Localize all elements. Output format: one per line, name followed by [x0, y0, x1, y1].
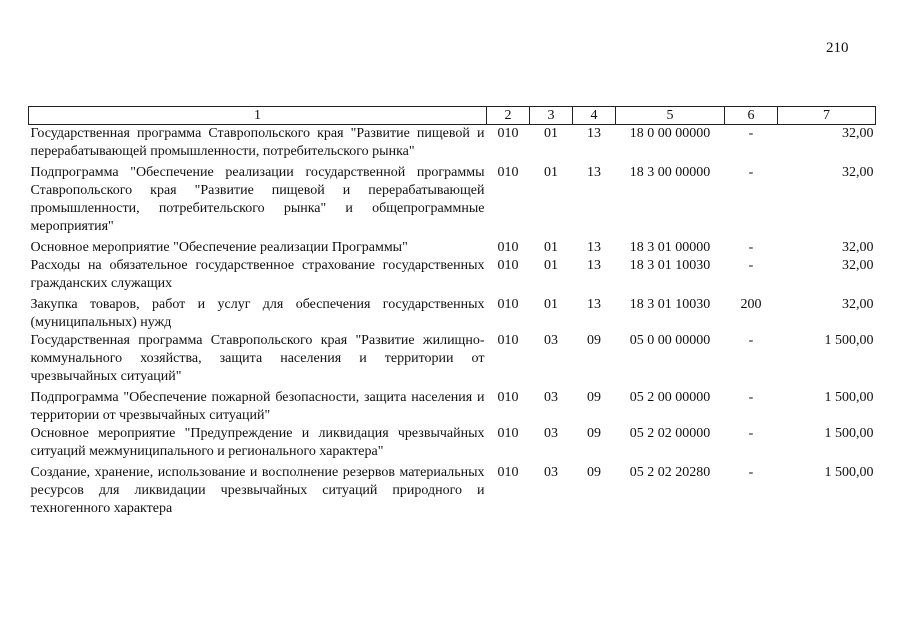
- cell-amount: 32,00: [842, 126, 874, 141]
- cell-expense-type: -: [748, 240, 754, 255]
- cell-expense-type: -: [748, 426, 754, 441]
- cell-section: 01: [544, 126, 558, 141]
- cell-target-code: 18 3 01 10030: [629, 258, 711, 273]
- cell-section: 03: [544, 426, 558, 441]
- cell-ministry: 010: [497, 165, 519, 180]
- cell-subsection: 09: [587, 390, 601, 405]
- cell-section: 01: [544, 240, 558, 255]
- cell-section: 03: [544, 465, 558, 480]
- row-name: Подпрограмма "Обеспечение пожарной безопасности, защита населения и территории от чрезвычайных ситуаций": [30, 390, 485, 423]
- row-name: Основное мероприятие "Обеспечение реализации Программы": [30, 240, 408, 255]
- cell-subsection: 09: [587, 426, 601, 441]
- row-name: Государственная программа Ставропольского края "Развитие пищевой и перерабатывающей промышленности, потребительского рынка": [30, 126, 485, 159]
- cell-target-code: 05 2 00 00000: [629, 390, 711, 405]
- cell-ministry: 010: [497, 426, 519, 441]
- cell-target-code: 18 3 00 00000: [629, 165, 711, 180]
- cell-amount: 1 500,00: [824, 465, 874, 480]
- budget-table: [28, 106, 876, 518]
- cell-subsection: 13: [587, 297, 601, 312]
- row-name: Закупка товаров, работ и услуг для обеспечения государственных (муниципальных) нужд: [30, 297, 485, 330]
- row-name: Создание, хранение, использование и восполнение резервов материальных ресурсов для ликвидации чрезвычайных ситуаций природного и техногенного характера: [30, 465, 485, 516]
- cell-subsection: 13: [587, 258, 601, 273]
- cell-subsection: 13: [587, 240, 601, 255]
- cell-amount: 1 500,00: [824, 390, 874, 405]
- cell-section: 01: [544, 297, 558, 312]
- row-name: Подпрограмма "Обеспечение реализации государственной программы Ставропольского края "Развитие пищевой и перерабатывающей промышленности, потребительского рынка" и общепрограммные мероприятия": [30, 165, 485, 234]
- cell-ministry: 010: [497, 390, 519, 405]
- cell-target-code: 05 2 02 00000: [629, 426, 711, 441]
- cell-expense-type: -: [748, 465, 754, 480]
- cell-target-code: 18 0 00 00000: [629, 126, 711, 141]
- column-header: 1: [29, 107, 487, 125]
- column-header: 6: [725, 107, 778, 125]
- cell-ministry: 010: [497, 240, 519, 255]
- row-name: Основное мероприятие "Предупреждение и ликвидация чрезвычайных ситуаций межмуниципального и регионального характера": [30, 426, 485, 459]
- table-row: [29, 125, 876, 162]
- column-header: 7: [778, 107, 876, 125]
- cell-ministry: 010: [497, 465, 519, 480]
- cell-target-code: 05 0 00 00000: [629, 333, 711, 348]
- cell-target-code: 18 3 01 00000: [629, 240, 711, 255]
- table-row: [29, 461, 876, 518]
- cell-subsection: 09: [587, 465, 601, 480]
- cell-subsection: 13: [587, 126, 601, 141]
- cell-expense-type: -: [748, 390, 754, 405]
- table-row: [29, 332, 876, 386]
- cell-section: 01: [544, 165, 558, 180]
- cell-target-code: 05 2 02 20280: [629, 465, 711, 480]
- column-header: 4: [573, 107, 616, 125]
- cell-section: 01: [544, 258, 558, 273]
- cell-amount: 1 500,00: [824, 333, 874, 348]
- cell-expense-type: -: [748, 165, 754, 180]
- table-row: [29, 257, 876, 293]
- column-header: 5: [616, 107, 725, 125]
- cell-amount: 1 500,00: [824, 426, 874, 441]
- cell-expense-type: -: [748, 126, 754, 141]
- page-number: 210: [826, 40, 849, 56]
- cell-ministry: 010: [497, 297, 519, 312]
- cell-ministry: 010: [497, 333, 519, 348]
- table-row: [29, 293, 876, 332]
- table-row: [29, 386, 876, 425]
- cell-expense-type: 200: [740, 297, 762, 312]
- cell-target-code: 18 3 01 10030: [629, 297, 711, 312]
- row-name: Государственная программа Ставропольского края "Развитие жилищно-коммунального хозяйства, защита населения и территории от чрезвычайных ситуаций": [30, 333, 485, 384]
- cell-section: 03: [544, 333, 558, 348]
- cell-expense-type: -: [748, 258, 754, 273]
- table-row: [29, 236, 876, 257]
- row-name: Расходы на обязательное государственное страхование государственных гражданских служащих: [30, 258, 485, 291]
- cell-subsection: 09: [587, 333, 601, 348]
- cell-amount: 32,00: [842, 297, 874, 312]
- cell-ministry: 010: [497, 258, 519, 273]
- cell-ministry: 010: [497, 126, 519, 141]
- cell-subsection: 13: [587, 165, 601, 180]
- cell-expense-type: -: [748, 333, 754, 348]
- cell-amount: 32,00: [842, 240, 874, 255]
- column-header: 2: [487, 107, 530, 125]
- table-row: [29, 161, 876, 236]
- cell-amount: 32,00: [842, 165, 874, 180]
- header-row: [29, 107, 876, 125]
- table-row: [29, 425, 876, 461]
- column-header: 3: [530, 107, 573, 125]
- cell-amount: 32,00: [842, 258, 874, 273]
- cell-section: 03: [544, 390, 558, 405]
